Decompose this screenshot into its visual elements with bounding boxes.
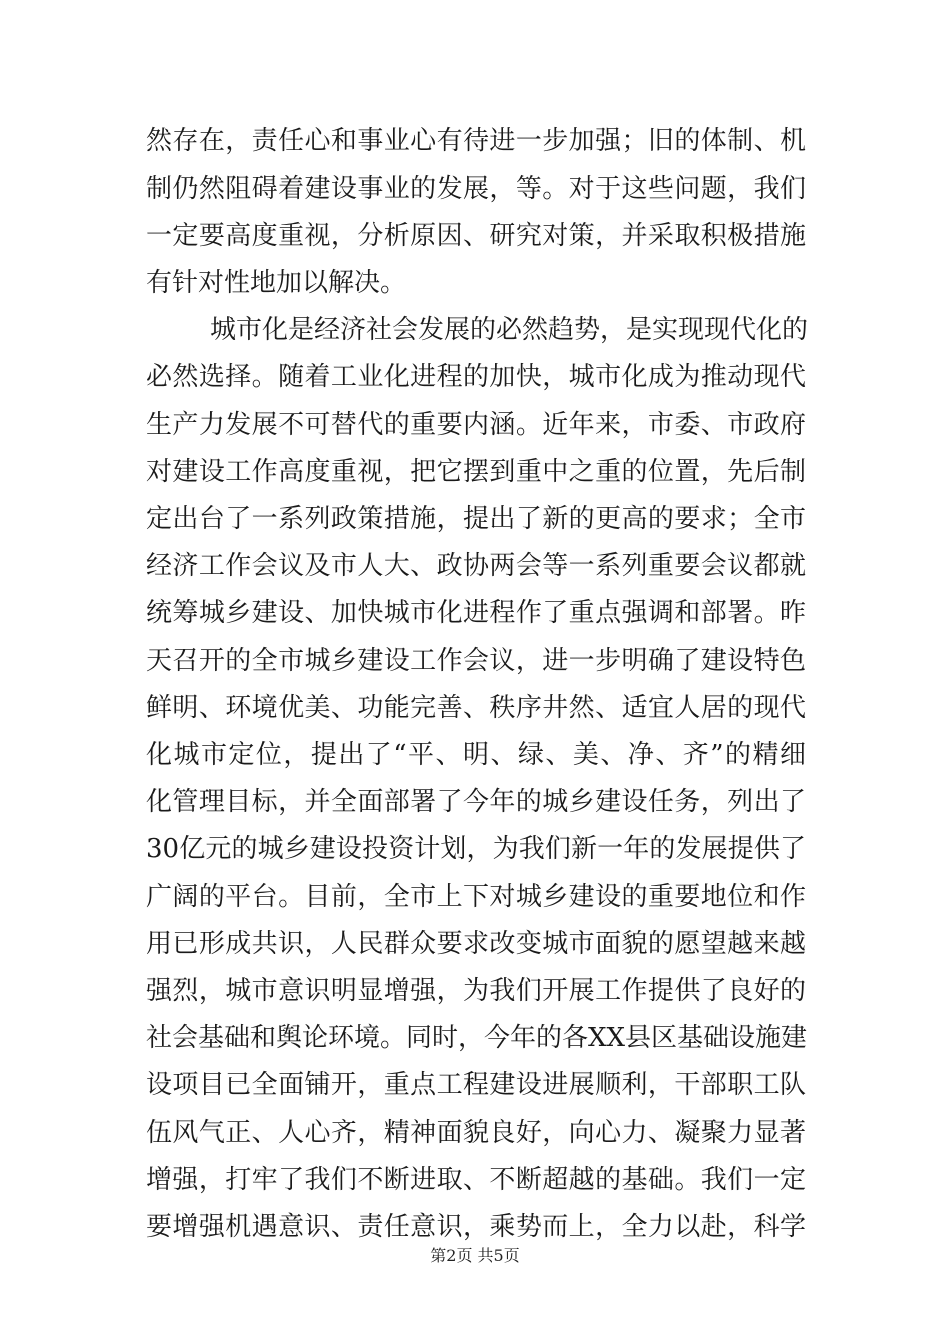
text-line: 统筹城乡建设、加快城市化进程作了重点强调和部署。昨: [146, 598, 806, 628]
text-line: 设项目已全面铺开，重点工程建设进展顺利，干部职工队: [146, 1070, 806, 1100]
text-line: 广阔的平台。目前，全市上下对城乡建设的重要地位和作: [146, 882, 806, 912]
text-line: 社会基础和舆论环境。同时，今年的各XX县区基础设施建: [146, 1023, 808, 1053]
text-line: 伍风气正、人心齐，精神面貌良好，向心力、凝聚力显著: [146, 1118, 806, 1148]
paragraph-first-line: 城市化是经济社会发展的必然趋势，是实现现代化的: [210, 315, 809, 345]
text-line: 30亿元的城乡建设投资计划，为我们新一年的发展提供了: [146, 834, 806, 864]
text-line: 定出台了一系列政策措施，提出了新的更高的要求；全市: [146, 504, 806, 534]
text-line: 要增强机遇意识、责任意识，乘势而上，全力以赴，科学: [146, 1212, 806, 1242]
text-line: 生产力发展不可替代的重要内涵。近年来，市委、市政府: [146, 410, 806, 440]
text-line: 化城市定位，提出了“平、明、绿、美、净、齐”的精细: [146, 740, 806, 770]
text-line: 鲜明、环境优美、功能完善、秩序井然、适宜人居的现代: [146, 693, 806, 723]
text-line: 强烈，城市意识明显增强，为我们开展工作提供了良好的: [146, 976, 806, 1006]
text-line: 增强，打牢了我们不断进取、不断超越的基础。我们一定: [146, 1165, 806, 1195]
text-line: 有针对性地加以解决。: [146, 268, 407, 298]
text-line: 一定要高度重视，分析原因、研究对策，并采取积极措施: [146, 221, 806, 251]
page-number-footer: 第2页 共5页: [430, 1246, 520, 1265]
text-line: 化管理目标，并全面部署了今年的城乡建设任务，列出了: [146, 787, 806, 817]
text-line: 对建设工作高度重视，把它摆到重中之重的位置，先后制: [146, 457, 806, 487]
text-line: 用已形成共识，人民群众要求改变城市面貌的愿望越来越: [146, 929, 806, 959]
text-line: 必然选择。随着工业化进程的加快，城市化成为推动现代: [146, 362, 806, 392]
text-line: 制仍然阻碍着建设事业的发展，等。对于这些问题，我们: [146, 174, 806, 204]
text-line: 然存在，责任心和事业心有待进一步加强；旧的体制、机: [146, 126, 806, 156]
text-line: 经济工作会议及市人大、政协两会等一系列重要会议都就: [146, 551, 806, 581]
text-line: 天召开的全市城乡建设工作会议，进一步明确了建设特色: [146, 646, 806, 676]
